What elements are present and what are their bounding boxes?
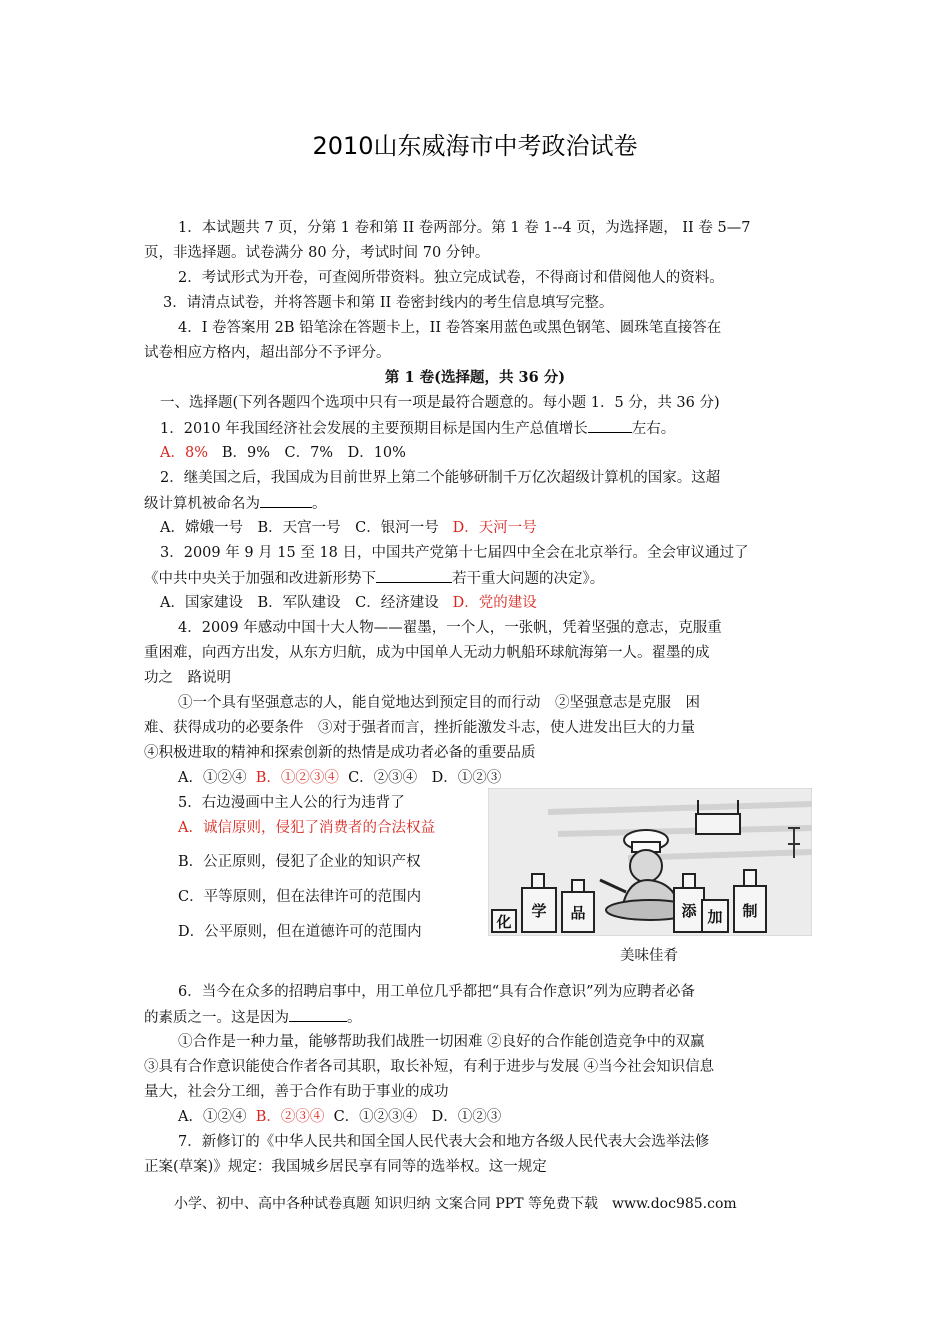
question-2-line-1: 2．继美国之后，我国成为目前世界上第二个能够研制千万亿次超级计算机的国家。这超 (160, 470, 721, 486)
question-1-stem-end: 左右。 (631, 421, 676, 437)
question-6-statement-1: ①合作是一种力量，能够帮助我们战胜一切困难 ②良好的合作能创造竞争中的双赢 (178, 1034, 705, 1050)
question-6-options (178, 1107, 501, 1127)
question-3-line-2-end: 若干重大问题的决定》。 (452, 571, 605, 587)
answer-blank (588, 418, 632, 433)
question-4-statement-1: ①一个具有坚强意志的人，能自觉地达到预定目的而行动 ②坚强意志是克服 困 (178, 695, 700, 711)
answer-blank (260, 493, 312, 508)
cartoon-image (488, 788, 812, 936)
question-5-option-c: C．平等原则，但在法律许可的范围内 (178, 889, 422, 905)
question-3-other-options: A．国家建设 B．军队建设 C．经济建设 (160, 595, 439, 611)
instruction-3: 3．请清点试卷，并将答题卡和第 II 卷密封线内的考生信息填写完整。 (163, 295, 614, 311)
question-2-other-options: A．嫦娥一号 B．天宫一号 C．银河一号 (160, 520, 439, 536)
question-6-line-1: 6．当今在众多的招聘启事中，用工单位几乎都把“具有合作意识”列为应聘者必备 (178, 984, 696, 1000)
question-4-answer: B．①②③④ (255, 770, 339, 786)
question-1-stem-text: 1．2010 年我国经济社会发展的主要预期目标是国内生产总值增长 (160, 421, 588, 437)
question-6-line-2-text: 的素质之一。这是因为 (144, 1010, 289, 1026)
question-3-answer: D．党的建设 (452, 595, 537, 611)
question-3-line-2-text: 《中共中央关于加强和改进新形势下 (144, 571, 376, 587)
question-3-line-2 (144, 568, 604, 589)
instruction-1-line-2: 页，非选择题。试卷满分 80 分，考试时间 70 分钟。 (144, 245, 490, 261)
question-4-line-1: 4．2009 年感动中国十大人物——翟墨，一个人，一张帆，凭着坚强的意志，克服重 (178, 620, 722, 636)
question-4-statement-2: 难、获得成功的必要条件 ③对于强者而言，挫折能激发斗志，使人进发出巨大的力量 (144, 720, 695, 736)
question-5-option-d: D．公平原则，但在道德许可的范围内 (178, 924, 422, 940)
question-6-other-options: C．①②③④ D．①②③ (333, 1109, 502, 1125)
question-1-stem (160, 418, 675, 439)
answer-blank (376, 568, 452, 583)
question-5-stem: 5．右边漫画中主人公的行为违背了 (178, 795, 405, 811)
question-4-line-2: 重困难，向西方出发，从东方归航，成为中国单人无动力帆船环球航海第一人。翟墨的成 (144, 645, 710, 661)
instruction-4-line-2: 试卷相应方格内，超出部分不予评分。 (144, 345, 391, 361)
question-1-options (160, 443, 406, 463)
bottle-label: 添 (681, 902, 697, 920)
cartoon-caption: 美味佳肴 (620, 948, 678, 964)
question-1-other-options: B．9% C．7% D．10% (221, 445, 406, 461)
question-2-line-2-text: 级计算机被命名为 (144, 496, 260, 512)
question-4-statement-3: ④积极进取的精神和探索创新的热情是成功者必备的重要品质 (144, 745, 536, 761)
question-6-line-2-end: 。 (347, 1010, 362, 1026)
question-2-options (160, 518, 537, 538)
question-4-options (178, 768, 501, 788)
question-5-answer: A．诚信原则，侵犯了消费者的合法权益 (178, 820, 435, 836)
question-3-line-1: 3．2009 年 9 月 15 至 18 日，中国共产党第十七届四中全会在北京举行。全会审议通过了 (160, 545, 749, 561)
question-4-other-options: C．②③④ D．①②③ (348, 770, 502, 786)
page-footer: 小学、初中、高中各种试卷真题 知识归纳 文案合同 PPT 等免费下载 www.doc985.com (174, 1196, 737, 1212)
bottle-label: 制 (742, 902, 758, 920)
bottle-label: 学 (531, 902, 547, 920)
question-5-option-b: B．公正原则，侵犯了企业的知识产权 (178, 854, 421, 870)
instruction-4-line-1: 4．I 卷答案用 2B 铅笔涂在答题卡上，II 卷答案用蓝色或黑色钢笔、圆珠笔直接答在 (178, 320, 722, 336)
question-7-line-1: 7．新修订的《中华人民共和国全国人民代表大会和地方各级人民代表大会选举法修 (178, 1134, 710, 1150)
question-6-option-a: A．①②④ (178, 1109, 247, 1125)
question-2-line-2-end: 。 (312, 496, 327, 512)
question-7-line-2: 正案(草案)》规定：我国城乡居民享有同等的选举权。这一规定 (144, 1159, 547, 1175)
bottle-label: 加 (707, 908, 723, 926)
bottle-label: 化 (496, 913, 512, 931)
instruction-2: 2．考试形式为开卷，可查阅所带资料。独立完成试卷，不得商讨和借阅他人的资料。 (178, 270, 724, 286)
question-4-option-a: A．①②④ (178, 770, 247, 786)
section-heading: 第 1 卷(选择题，共 36 分) (384, 369, 566, 386)
question-6-line-2 (144, 1007, 362, 1028)
instruction-1-line-1: 1．本试题共 7 页，分第 1 卷和第 II 卷两部分。第 1 卷 1--4 页，为选择题， II 卷 5—7 (178, 220, 751, 236)
section-intro: 一、选择题(下列各题四个选项中只有一项是最符合题意的。每小题 1．5 分，共 36 分) (160, 395, 720, 411)
question-1-answer: A．8% (160, 445, 208, 461)
question-6-statement-3: 量大，社会分工细，善于合作有助于事业的成功 (144, 1084, 449, 1100)
answer-blank (289, 1007, 347, 1022)
question-6-answer: B．②③④ (255, 1109, 325, 1125)
page-title: 2010山东威海市中考政治试卷 (312, 132, 638, 160)
bottle-label: 品 (570, 904, 586, 922)
question-4-line-3: 功之 路说明 (144, 670, 231, 686)
question-6-statement-2: ③具有合作意识能使合作者各司其职，取长补短，有利于进步与发展 ④当今社会知识信息 (144, 1059, 715, 1075)
question-2-line-2 (144, 493, 327, 514)
question-3-options (160, 593, 537, 613)
question-2-answer: D．天河一号 (452, 520, 537, 536)
